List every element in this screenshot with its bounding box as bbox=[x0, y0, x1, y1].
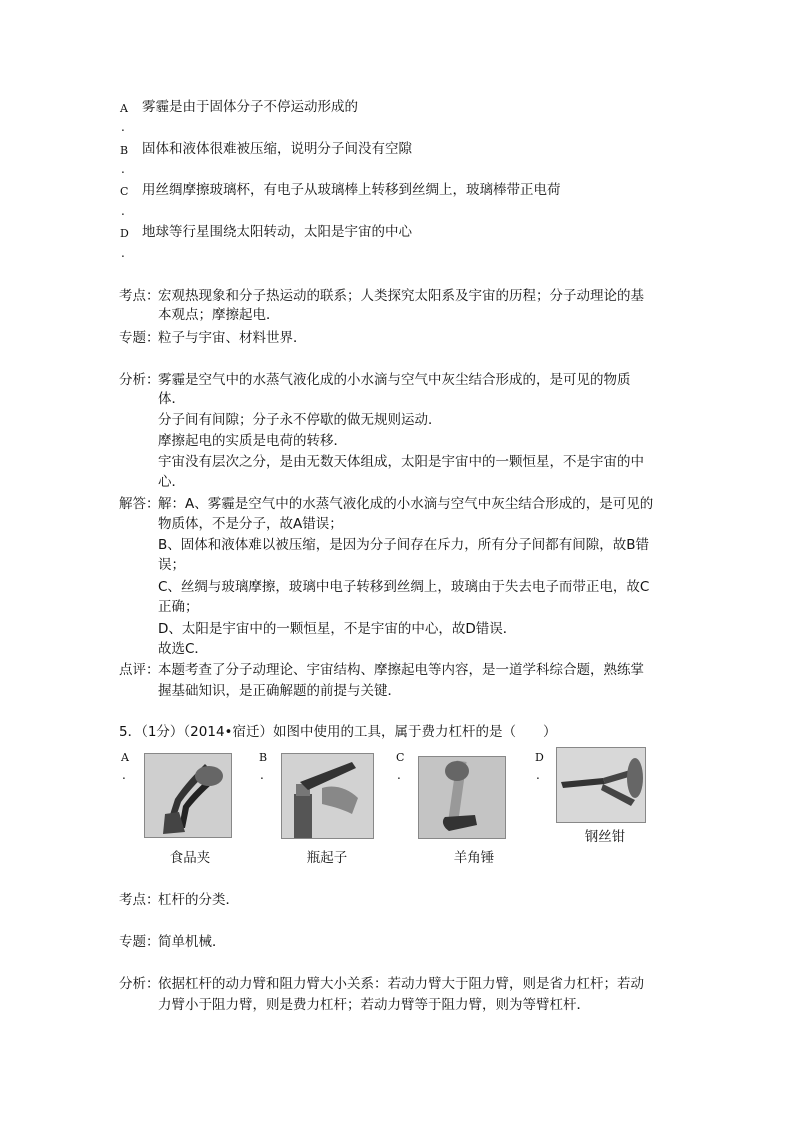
q4-jieda-line: D、太阳是宇宙中的一颗恒星，不是宇宙的中心，故D错误． bbox=[158, 621, 517, 637]
q4-jieda-line: 物质体，不是分子，故A错误； bbox=[158, 516, 343, 532]
option-b-letter: B bbox=[120, 144, 129, 157]
q5-fenxi-line: 力臂小于阻力臂，则是费力杠杆；若动力臂等于阻力臂，则为等臂杠杆． bbox=[158, 997, 590, 1013]
option-a-text: 雾霾是由于固体分子不停运动形成的 bbox=[142, 99, 358, 115]
q4-kaodian-line: 宏观热现象和分子热运动的联系；人类探究太阳系及宇宙的历程；分子动理论的基 bbox=[158, 288, 644, 304]
q5-kaodian-label: 考点： bbox=[119, 892, 160, 908]
q4-zhuanti: 粒子与宇宙、材料世界． bbox=[158, 330, 307, 346]
q4-jieda-line: 解：A、雾霾是空气中的水蒸气液化成的小水滴与空气中灰尘结合形成的，是可见的 bbox=[158, 496, 654, 512]
q5-choice-d-caption: 钢丝钳 bbox=[584, 829, 626, 845]
q4-fenxi-line: 分子间有间隙；分子永不停歇的做无规则运动． bbox=[158, 412, 442, 428]
q5-question: 5．（1分）（2014•宿迁）如图中使用的工具，属于费力杠杆的是（ ） bbox=[119, 724, 557, 740]
option-dot: . bbox=[397, 768, 401, 782]
pliers-icon bbox=[557, 748, 645, 822]
option-dot: . bbox=[260, 768, 264, 782]
bottle-opener-photo bbox=[281, 753, 374, 839]
q5-zhuanti-label: 专题： bbox=[119, 934, 160, 950]
q4-jieda-line: B、固体和液体难以被压缩，是因为分子间存在斥力，所有分子间都有间隙，故B错 bbox=[158, 537, 650, 553]
q4-kaodian-line: 本观点；摩擦起电． bbox=[158, 307, 280, 323]
option-d-letter: D bbox=[120, 227, 129, 240]
q5-choice-c-caption: 羊角锤 bbox=[453, 850, 495, 866]
option-dot: . bbox=[536, 768, 540, 782]
option-dot: . bbox=[121, 120, 125, 134]
q4-jieda-line: 误； bbox=[158, 557, 185, 573]
claw-hammer-icon bbox=[419, 757, 505, 838]
food-tongs-icon bbox=[145, 754, 231, 837]
food-tongs-photo bbox=[144, 753, 232, 838]
q4-jieda-line: 正确； bbox=[158, 599, 199, 615]
option-c-letter: C bbox=[120, 185, 129, 198]
q5-choice-b-letter: B bbox=[259, 751, 268, 764]
q4-jieda-line: C、丝绸与玻璃摩擦，玻璃中电子转移到丝绸上，玻璃由于失去电子而带正电，故C bbox=[158, 579, 650, 595]
q4-fenxi-line: 心． bbox=[158, 474, 185, 490]
bottle-opener-icon bbox=[282, 754, 373, 838]
q5-zhuanti: 简单机械． bbox=[158, 934, 226, 950]
q5-choice-a-caption: 食品夹 bbox=[169, 850, 211, 866]
q5-choice-b-caption: 瓶起子 bbox=[306, 850, 348, 866]
q4-fenxi-line: 摩擦起电的实质是电荷的转移． bbox=[158, 433, 347, 449]
q5-fenxi-line: 依据杠杆的动力臂和阻力臂大小关系：若动力臂大于阻力臂，则是省力杠杆；若动 bbox=[158, 976, 644, 992]
claw-hammer-photo bbox=[418, 756, 506, 839]
option-dot: . bbox=[122, 768, 126, 782]
q4-jieda-label: 解答： bbox=[119, 496, 160, 512]
q4-fenxi-label: 分析： bbox=[119, 372, 160, 388]
option-a-letter: A bbox=[120, 102, 128, 115]
q5-choice-d-letter: D bbox=[535, 751, 544, 764]
q4-zhuanti-label: 专题： bbox=[119, 330, 160, 346]
q4-fenxi-line: 雾霾是空气中的水蒸气液化成的小水滴与空气中灰尘结合形成的，是可见的物质 bbox=[158, 372, 631, 388]
q4-jieda-line: 故选C． bbox=[158, 641, 208, 657]
q4-fenxi-line: 体． bbox=[158, 391, 185, 407]
option-dot: . bbox=[121, 204, 125, 218]
q4-dianping-label: 点评： bbox=[119, 662, 160, 678]
option-dot: . bbox=[121, 162, 125, 176]
q5-kaodian: 杠杆的分类． bbox=[158, 892, 239, 908]
pliers-photo bbox=[556, 747, 646, 823]
q4-kaodian-label: 考点： bbox=[119, 288, 160, 304]
q4-dianping-line: 握基础知识，是正确解题的前提与关键． bbox=[158, 683, 401, 699]
q5-choice-c-letter: C bbox=[396, 751, 405, 764]
option-d-text: 地球等行星围绕太阳转动，太阳是宇宙的中心 bbox=[142, 224, 412, 240]
option-b-text: 固体和液体很难被压缩，说明分子间没有空隙 bbox=[142, 141, 412, 157]
q5-fenxi-label: 分析： bbox=[119, 976, 160, 992]
option-dot: . bbox=[121, 246, 125, 260]
option-c-text: 用丝绸摩擦玻璃杯，有电子从玻璃棒上转移到丝绸上，玻璃棒带正电荷 bbox=[142, 182, 561, 198]
q4-fenxi-line: 宇宙没有层次之分，是由无数天体组成，太阳是宇宙中的一颗恒星，不是宇宙的中 bbox=[158, 454, 644, 470]
q4-dianping-line: 本题考查了分子动理论、宇宙结构、摩擦起电等内容，是一道学科综合题，熟练掌 bbox=[158, 662, 644, 678]
q5-choice-a-letter: A bbox=[121, 751, 129, 764]
